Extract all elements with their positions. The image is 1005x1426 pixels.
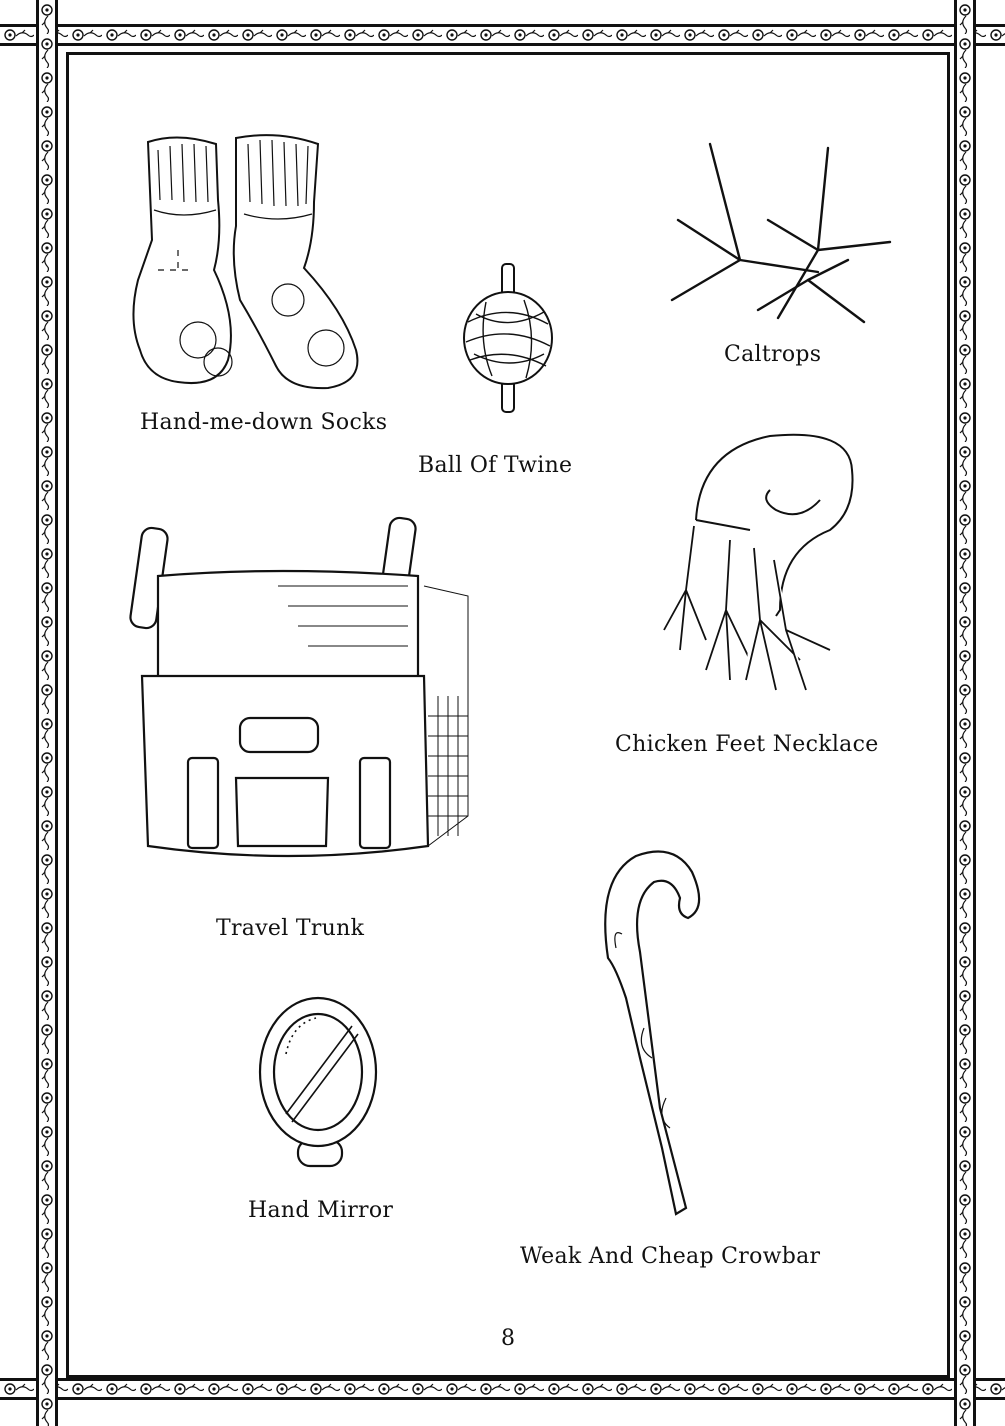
left-vine-border xyxy=(36,0,58,1426)
item-label-necklace: Chicken Feet Necklace xyxy=(615,732,879,757)
twine-ball-illustration xyxy=(458,262,558,417)
chicken-feet-necklace-illustration xyxy=(650,430,860,710)
crowbar-illustration xyxy=(596,848,736,1218)
right-vine-border xyxy=(954,0,976,1426)
vine-pattern-top xyxy=(0,27,1005,43)
bottom-vine-border xyxy=(0,1378,1005,1400)
item-label-twine: Ball Of Twine xyxy=(418,453,573,478)
item-label-trunk: Travel Trunk xyxy=(216,916,365,941)
socks-illustration xyxy=(118,130,378,395)
top-vine-border xyxy=(0,24,1005,46)
item-label-crowbar: Weak And Cheap Crowbar xyxy=(520,1244,821,1269)
item-label-mirror: Hand Mirror xyxy=(248,1198,394,1223)
vine-pattern-bottom xyxy=(0,1381,1005,1397)
vine-pattern-right xyxy=(957,0,973,1426)
item-label-socks: Hand-me-down Socks xyxy=(140,410,388,435)
caltrops-illustration xyxy=(668,140,898,325)
page-number: 8 xyxy=(501,1326,515,1351)
vine-pattern-left xyxy=(39,0,55,1426)
trunk-illustration xyxy=(128,516,488,876)
hand-mirror-illustration xyxy=(256,994,381,1172)
item-label-caltrops: Caltrops xyxy=(724,342,822,367)
